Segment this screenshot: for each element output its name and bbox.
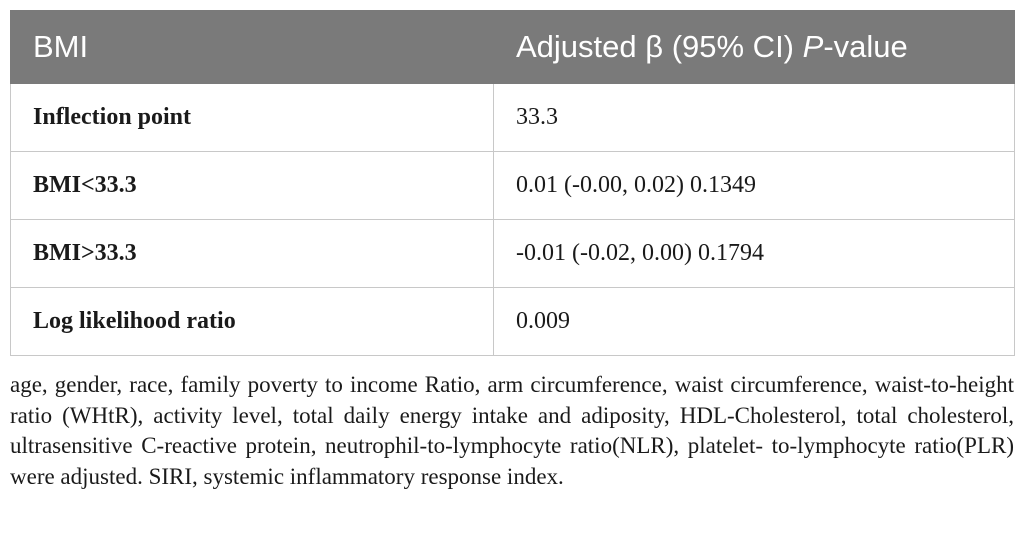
table-row bbox=[11, 220, 1015, 288]
table-row bbox=[11, 288, 1015, 356]
table-header bbox=[11, 11, 1015, 84]
header-p-italic: P bbox=[802, 29, 824, 64]
table-row bbox=[11, 84, 1015, 152]
row-value-inflection-point: 33.3 bbox=[494, 84, 1015, 152]
results-table bbox=[10, 10, 1015, 356]
row-label-log-likelihood: Log likelihood ratio bbox=[11, 288, 494, 356]
header-adjusted-beta bbox=[494, 11, 1015, 84]
header-adjusted-beta-prefix: Adjusted β (95% CI) bbox=[516, 29, 803, 64]
row-value-bmi-below: 0.01 (-0.00, 0.02) 0.1349 bbox=[494, 152, 1015, 220]
header-bmi: BMI bbox=[11, 11, 494, 84]
row-label-bmi-above: BMI>33.3 bbox=[11, 220, 494, 288]
table-body bbox=[11, 84, 1015, 356]
header-row bbox=[11, 11, 1015, 84]
table-footnote: age, gender, race, family poverty to income Ratio, arm circumference, waist circumference, waist-to-height ratio (WHtR), activity level, total daily energy intake and adiposity, HDL-Cholesterol, total cholesterol, ultrasensitive C-reactive protein, neutrophil-to-lymphocyte ratio(NLR), platelet- to-lymphocyte ratio(PLR) were adjusted. SIRI, systemic inflammatory response index. bbox=[10, 372, 1014, 489]
header-value-suffix: -value bbox=[823, 29, 908, 64]
row-label-bmi-below: BMI<33.3 bbox=[11, 152, 494, 220]
results-table-container bbox=[10, 10, 1014, 356]
row-label-inflection-point: Inflection point bbox=[11, 84, 494, 152]
table-row bbox=[11, 152, 1015, 220]
row-value-bmi-above: -0.01 (-0.02, 0.00) 0.1794 bbox=[494, 220, 1015, 288]
row-value-log-likelihood: 0.009 bbox=[494, 288, 1015, 356]
